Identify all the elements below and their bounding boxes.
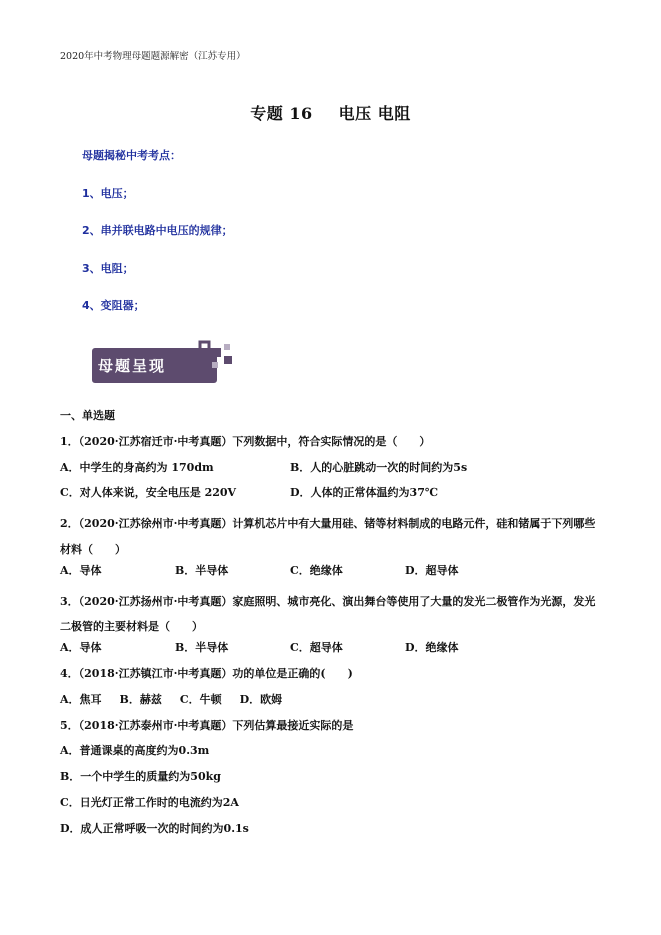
topic-name: 电压 电阻: [338, 104, 411, 123]
question-stem: 3．（2020·江苏扬州市·中考真题）家庭照明、城市亮化、演出舞台等使用了大量的发光二极管作为光源，发光二极管的主要材料是（ ）: [60, 594, 596, 634]
question-options: [60, 692, 605, 718]
header-note: 2020年中考物理母题题源解密（江苏专用）: [60, 51, 246, 62]
questions: [60, 408, 605, 847]
option: A．中学生的身高约为 170dm: [60, 460, 214, 474]
question-stem: 4．（2018·江苏镇江市·中考真题）功的单位是正确的( ): [60, 666, 353, 680]
keypoint-item: 3、电阻；: [82, 261, 134, 275]
option: B．赫兹: [119, 692, 162, 706]
option: D．成人正常呼吸一次的时间约为0.1s: [60, 821, 249, 835]
option: C．日光灯正常工作时的电流约为2A: [60, 795, 239, 809]
question-stem: 2．（2020·江苏徐州市·中考真题）计算机芯片中有大量用硅、锗等材料制成的电路元件，硅和锗属于下列哪些材料（ ）: [60, 517, 596, 556]
option: A．普通课桌的高度约为0.3m: [60, 744, 210, 758]
question-stem: 5．（2018·江苏泰州市·中考真题）下列估算最接近实际的是: [60, 718, 354, 732]
option: C．超导体: [290, 641, 343, 655]
keypoint-item: 4、变阻器；: [82, 299, 145, 312]
question-options: [60, 640, 605, 666]
option: C．对人体来说，安全电压是 220V: [60, 486, 237, 500]
option: A．焦耳: [60, 692, 102, 706]
option: B．半导体: [175, 641, 229, 655]
question-options: [60, 563, 605, 589]
option: B．一个中学生的质量约为50kg: [60, 770, 221, 784]
option: D．欧姆: [239, 692, 283, 706]
topic-number: 专题 16: [250, 104, 313, 123]
option: B．半导体: [175, 563, 229, 577]
option: D．人体的正常体温约为37℃: [290, 486, 439, 500]
option: C．绝缘体: [290, 563, 343, 577]
section-banner: [92, 340, 242, 384]
option: B．人的心脏跳动一次的时间约为5s: [290, 460, 468, 474]
question-options: [60, 485, 605, 511]
question-options: [60, 460, 605, 486]
banner-text: 母题呈现: [98, 357, 167, 375]
option: A．导体: [60, 563, 102, 577]
keypoint-item: 2、串并联电路中电压的规律；: [82, 224, 233, 237]
option: D．超导体: [405, 563, 459, 577]
keypoints: [82, 149, 233, 337]
question-stem: 1．（2020·江苏宿迁市·中考真题）下列数据中，符合实际情况的是（ ）: [60, 434, 431, 448]
option: C．牛顿: [179, 692, 222, 706]
keypoint-item: 1、电压；: [82, 186, 134, 200]
option: A．导体: [60, 641, 102, 655]
section-heading: 一、单选题: [60, 409, 115, 422]
keypoints-heading: 母题揭秘中考考点：: [82, 149, 181, 162]
option: D．绝缘体: [405, 641, 459, 655]
squares-decoration-icon: [198, 340, 238, 380]
page-title: [0, 101, 661, 124]
